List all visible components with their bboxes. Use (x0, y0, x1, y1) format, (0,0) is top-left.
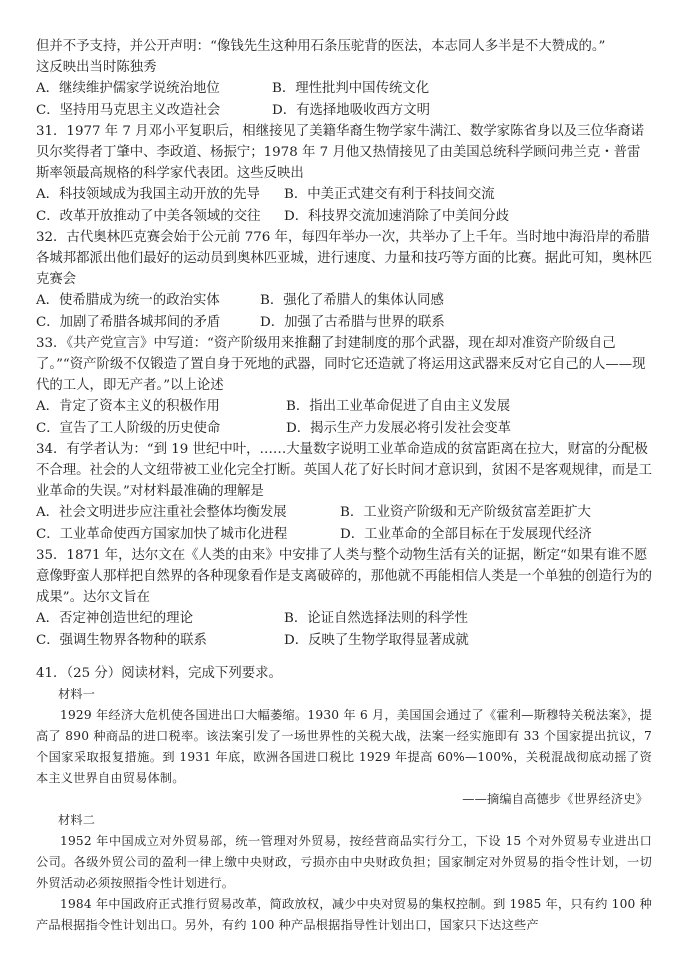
option-a[interactable]: A．继续维护儒家学说统治地位 (36, 81, 220, 97)
question-35 (36, 545, 652, 651)
question-33-options-row1 (36, 396, 652, 417)
section-gap (36, 651, 652, 663)
question-32-options-row1 (36, 290, 652, 311)
question-35-options-row2 (36, 630, 652, 651)
option-c[interactable]: C．加剧了希腊各城邦间的矛盾 (36, 314, 221, 330)
question-41 (36, 663, 652, 936)
material-2-paragraph-2: 1984 年中国政府正式推行贸易改革，简政放权，减少中央对贸易的集权控制。到 1985 年，只有约 100 种产品根据指令性计划出口。另外，有约 100 种产品根据指导性计划出口，国家只下达这些产 (36, 897, 652, 933)
material-2-title: 材料二 (58, 813, 96, 828)
question-31 (36, 121, 652, 227)
option-d[interactable]: D．加强了古希腊与世界的联系 (260, 314, 445, 330)
question-30-stem-line1: 但并不予支持，并公开声明：“像钱先生这种用石条压驼背的医法，本志同人多半是不大赞成的。” (36, 39, 606, 54)
question-35-stem: 35．1871 年，达尔文在《人类的由来》中安排了人类与整个动物生活有关的证据，断定“如果有谁不愿意像野蛮人那样把自然界的各种现象看作是支离破碎的，那他就不再能相信人类是一个单独的创造行为的成果”。达尔文旨在 (36, 547, 652, 606)
option-a[interactable]: A．社会文明进步应注重社会整体均衡发展 (36, 505, 287, 521)
question-34 (36, 439, 652, 545)
question-33-options-row2 (36, 418, 652, 439)
option-c[interactable]: C．坚持用马克思主义改造社会 (36, 102, 221, 118)
question-32-options-row2 (36, 312, 652, 333)
option-a[interactable]: A．使希腊成为统一的政治实体 (36, 293, 220, 309)
question-30 (36, 36, 652, 121)
option-d[interactable]: D．有选择地吸收西方文明 (272, 102, 431, 118)
material-1-text: 1929 年经济大危机使各国进出口大幅萎缩。1930 年 6 月，美国国会通过了《霍利—斯穆特关税法案》，提高了 890 种商品的进口税率。该法案引发了一场世界性的关税大战，法案一经实施即有 33 个国家提出抗议，7 个国家采取报复措施。到 1931 年底，欧洲各国进口税比 1929 年提高 60%—100%，关税混战彻底动摇了资本主义世界自由贸易体制。 (36, 708, 652, 786)
question-30-stem-line2: 这反映出当时陈独秀 (36, 60, 157, 76)
material-2-paragraph-1: 1952 年中国成立对外贸易部，统一管理对外贸易，按经营商品实行分工，下设 15 个对外贸易专业进出口公司。各级外贸公司的盈利一律上缴中央财政，亏损亦由中央财政负担；国家制定对外贸易的指令性计划，一切外贸活动必须按照指令性计划进行。 (36, 834, 652, 891)
option-d[interactable]: D．反映了生物学取得显著成就 (284, 632, 469, 648)
question-30-options-row2 (36, 100, 652, 121)
option-c[interactable]: C．改革开放推动了中美各领域的交往 (36, 208, 261, 224)
option-b[interactable]: B．指出工业革命促进了自由主义发展 (286, 399, 511, 415)
question-31-options-row2 (36, 206, 652, 227)
option-c[interactable]: C．工业革命使西方国家加快了城市化进程 (36, 526, 288, 542)
question-33 (36, 333, 652, 439)
option-b[interactable]: B．工业资产阶级和无产阶级贫富差距扩大 (340, 505, 591, 521)
option-c[interactable]: C．强调生物界各物种的联系 (36, 632, 207, 648)
option-d[interactable]: D．工业革命的全部目标在于发展现代经济 (340, 526, 592, 542)
material-1-source: ——摘编自高德步《世界经济史》 (462, 792, 648, 807)
material-1-title: 材料一 (58, 687, 96, 702)
question-31-options-row1 (36, 184, 652, 205)
question-33-stem: 33．《共产党宣言》中写道：“资产阶级用来推翻了封建制度的那个武器，现在却对准资产阶级自己了。”“资产阶级不仅锻造了置自身于死地的武器，同时它还造就了将运用这武器来反对它自己的人——现代的工人，即无产者。”以上论述 (36, 335, 646, 394)
option-b[interactable]: B．理性批判中国传统文化 (272, 81, 430, 97)
question-32 (36, 227, 652, 333)
option-b[interactable]: B．论证自然选择法则的科学性 (284, 611, 468, 627)
question-35-options-row1 (36, 608, 652, 629)
option-b[interactable]: B．强化了希腊人的集体认同感 (260, 293, 444, 309)
question-30-options-row1 (36, 78, 652, 99)
question-34-options-row1 (36, 502, 652, 523)
option-d[interactable]: D．科技界交流加速消除了中美间分歧 (284, 208, 509, 224)
question-34-options-row2 (36, 524, 652, 545)
option-d[interactable]: D．揭示生产力发展必将引发社会变革 (286, 420, 511, 436)
option-b[interactable]: B．中美正式建交有利于科技间交流 (284, 187, 495, 203)
question-34-stem: 34．有学者认为：“到 19 世纪中叶，……大量数字说明工业革命造成的贫富距离在拉大，财富的分配极不合理。社会的人文纽带被工业化完全打断。英国人花了好长时间才意识到，贫困不是客观规律，而是工业革命的失误。”对材料最准确的理解是 (36, 441, 652, 500)
question-41-heading: 41．（25 分）阅读材料，完成下列要求。 (36, 665, 282, 681)
option-a[interactable]: A．否定神创造世纪的理论 (36, 611, 193, 627)
question-32-stem: 32．古代奥林匹克赛会始于公元前 776 年，每四年举办一次，共举办了上千年。当时地中海沿岸的希腊各城邦都派出他们最好的运动员到奥林匹亚城，进行速度、力量和技巧等方面的比赛。据此可知，奥林匹克赛会 (36, 229, 652, 288)
option-c[interactable]: C．宣告了工人阶级的历史使命 (36, 420, 221, 436)
option-a[interactable]: A．肯定了资本主义的积极作用 (36, 399, 220, 415)
question-31-stem: 31．1977 年 7 月邓小平复职后，相继接见了美籍华裔生物学家牛满江、数学家陈省身以及三位华裔诺贝尔奖得者丁肇中、李政道、杨振宁；1978 年 7 月他又热情接见了由美国总统科学顾问弗兰克・普雷斯率领最高规格的科学家代表团。这些反映出 (36, 123, 645, 182)
option-a[interactable]: A．科技领域成为我国主动开放的先导 (36, 187, 260, 203)
